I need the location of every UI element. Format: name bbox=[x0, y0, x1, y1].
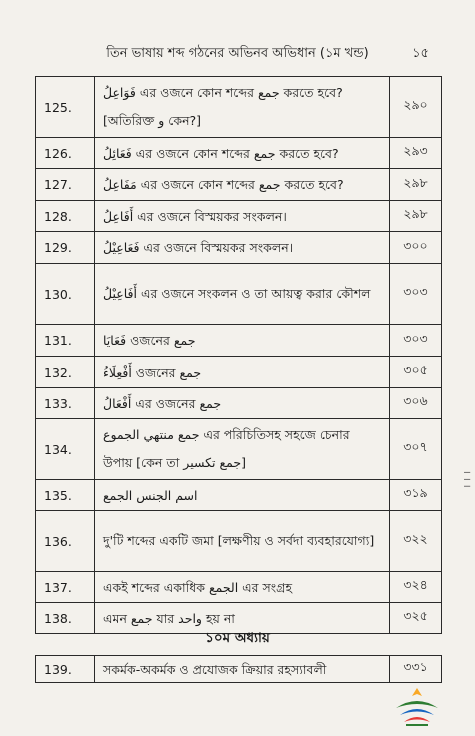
contents-table bbox=[35, 76, 442, 634]
entry-number: 129. bbox=[36, 232, 95, 264]
table-row bbox=[36, 511, 442, 572]
entry-title: فَوَاعِلُ এর ওজনে কোন শব্দের جمع করতে হবে? [অতিরিক্ত و কেন?] bbox=[95, 77, 390, 138]
table-row bbox=[36, 264, 442, 325]
entry-title: فَعَاعِيْلُ এর ওজনে বিস্ময়কর সংকলন। bbox=[95, 232, 390, 264]
entry-number: 132. bbox=[36, 357, 95, 388]
table-row bbox=[36, 325, 442, 357]
entry-title: فَعَايَا ওজনের جمع bbox=[95, 325, 390, 357]
table-row bbox=[36, 656, 442, 683]
entry-number: 139. bbox=[36, 656, 95, 683]
table-row bbox=[36, 572, 442, 603]
entry-title: একই শব্দের একাধিক الجمع এর সংগ্রহ bbox=[95, 572, 390, 603]
entry-number: 136. bbox=[36, 511, 95, 572]
entry-page: ৩২২ bbox=[390, 511, 442, 572]
entry-number: 126. bbox=[36, 138, 95, 169]
entry-page: ৩০৩ bbox=[390, 325, 442, 357]
entry-page: ৩০৩ bbox=[390, 264, 442, 325]
table-row bbox=[36, 419, 442, 480]
table-row bbox=[36, 169, 442, 201]
table-row bbox=[36, 357, 442, 388]
entry-page: ৩০৭ bbox=[390, 419, 442, 480]
entry-page: ৩১৯ bbox=[390, 480, 442, 511]
entry-number: 131. bbox=[36, 325, 95, 357]
entry-page: ৩২৪ bbox=[390, 572, 442, 603]
entry-title: أَفْعَالُ এর ওজনের جمع bbox=[95, 388, 390, 419]
entry-number: 130. bbox=[36, 264, 95, 325]
entry-number: 127. bbox=[36, 169, 95, 201]
page-number: ১৫ bbox=[412, 46, 429, 61]
table-row bbox=[36, 480, 442, 511]
entry-number: 128. bbox=[36, 201, 95, 232]
entry-number: 137. bbox=[36, 572, 95, 603]
chapter-contents-table bbox=[35, 655, 442, 683]
entry-page: ৩০৬ bbox=[390, 388, 442, 419]
chapter-heading: ১০ম অধ্যায় bbox=[205, 630, 270, 646]
entry-page: ৩০০ bbox=[390, 232, 442, 264]
entry-number: 125. bbox=[36, 77, 95, 138]
entry-title: أَفَاعِيْلُ এর ওজনে সংকলন ও তা আয়ত্ব করার কৌশল bbox=[95, 264, 390, 325]
entry-title: এমন جمع যার واحد হয় না bbox=[95, 603, 390, 634]
entry-title: فَعَائِلُ এর ওজনে কোন শব্দের جمع করতে হবে? bbox=[95, 138, 390, 169]
publisher-logo-icon bbox=[392, 686, 442, 728]
entry-title: جمع منتهي الجموع এর পরিচিতিসহ সহজে চেনার উপায় [কেন তা جمع تكسير] bbox=[95, 419, 390, 480]
entry-page: ২৯৮ bbox=[390, 169, 442, 201]
entry-number: 138. bbox=[36, 603, 95, 634]
entry-title: أَفْعِلَاءُ ওজনের جمع bbox=[95, 357, 390, 388]
table-row bbox=[36, 201, 442, 232]
table-row bbox=[36, 388, 442, 419]
entry-title: সকর্মক-অকর্মক ও প্রযোজক ক্রিয়ার রহস্যাবলী bbox=[95, 656, 390, 683]
table-row bbox=[36, 138, 442, 169]
entry-page: ৩০৫ bbox=[390, 357, 442, 388]
entry-page: ৩৩১ bbox=[390, 656, 442, 683]
table-row bbox=[36, 232, 442, 264]
entry-title: أَفَاعِلُ এর ওজনে বিস্ময়কর সংকলন। bbox=[95, 201, 390, 232]
entry-number: 135. bbox=[36, 480, 95, 511]
entry-title: اسم الجنس الجمع bbox=[95, 480, 390, 511]
entry-title: مَفَاعِلُ এর ওজনে কোন শব্দের جمع করতে হবে? bbox=[95, 169, 390, 201]
running-title: তিন ভাষায় শব্দ গঠনের অভিনব অভিধান (১ম খন্ড) bbox=[106, 46, 369, 61]
entry-page: ৩২৫ bbox=[390, 603, 442, 634]
margin-marks: । । । bbox=[461, 470, 472, 488]
entry-title: দু'টি শব্দের একটি জমা [লক্ষণীয় ও সর্বদা ব্যবহারযোগ্য] bbox=[95, 511, 390, 572]
entry-number: 134. bbox=[36, 419, 95, 480]
table-row bbox=[36, 77, 442, 138]
entry-page: ২৯৩ bbox=[390, 138, 442, 169]
entry-page: ২৯৮ bbox=[390, 201, 442, 232]
entry-page: ২৯০ bbox=[390, 77, 442, 138]
page-header bbox=[0, 42, 475, 64]
entry-number: 133. bbox=[36, 388, 95, 419]
